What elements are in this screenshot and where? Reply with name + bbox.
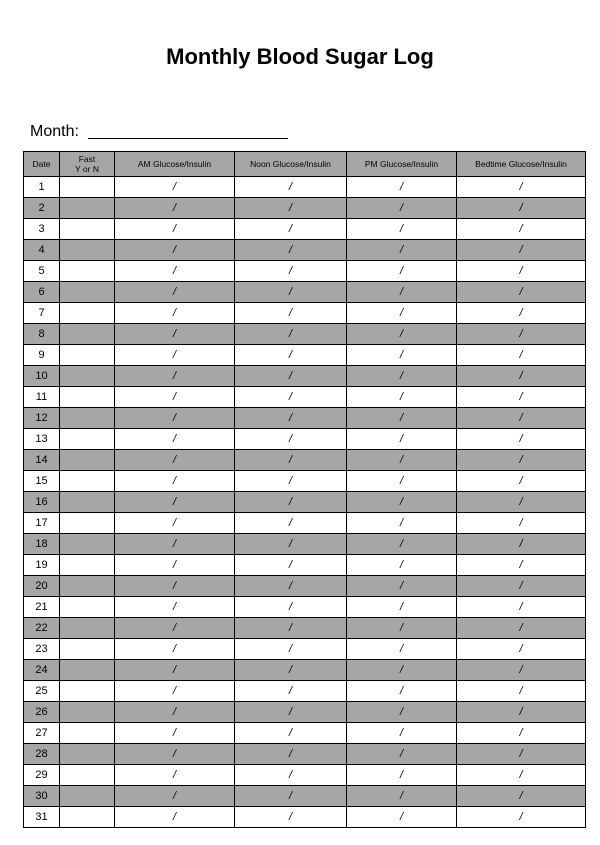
pm-glucose-insulin-cell[interactable]: /	[347, 408, 457, 429]
table-body	[24, 177, 586, 828]
date-cell: 9	[24, 345, 60, 366]
bedtime-glucose-insulin-cell[interactable]: /	[457, 303, 586, 324]
am-glucose-insulin-cell[interactable]: /	[115, 387, 235, 408]
header-fast-line1: Fast	[78, 154, 96, 164]
fast-cell[interactable]	[60, 681, 115, 702]
date-cell: 24	[24, 660, 60, 681]
table-row	[24, 282, 586, 303]
am-glucose-insulin-cell[interactable]: /	[115, 177, 235, 198]
noon-glucose-insulin-cell[interactable]: /	[235, 303, 347, 324]
fast-cell[interactable]	[60, 408, 115, 429]
am-glucose-insulin-cell[interactable]: /	[115, 261, 235, 282]
date-cell: 25	[24, 681, 60, 702]
table-row	[24, 639, 586, 660]
fast-cell[interactable]	[60, 198, 115, 219]
pm-glucose-insulin-cell[interactable]: /	[347, 702, 457, 723]
pm-glucose-insulin-cell[interactable]: /	[347, 387, 457, 408]
date-cell: 10	[24, 366, 60, 387]
table-row	[24, 681, 586, 702]
pm-glucose-insulin-cell[interactable]: /	[347, 303, 457, 324]
date-cell: 2	[24, 198, 60, 219]
month-field	[30, 119, 288, 141]
table-row	[24, 555, 586, 576]
bedtime-glucose-insulin-cell[interactable]: /	[457, 429, 586, 450]
bedtime-glucose-insulin-cell[interactable]: /	[457, 786, 586, 807]
noon-glucose-insulin-cell[interactable]: /	[235, 639, 347, 660]
month-label: Month:	[30, 123, 79, 140]
noon-glucose-insulin-cell[interactable]: /	[235, 492, 347, 513]
fast-cell[interactable]	[60, 555, 115, 576]
date-cell: 6	[24, 282, 60, 303]
noon-glucose-insulin-cell[interactable]: /	[235, 576, 347, 597]
noon-glucose-insulin-cell[interactable]: /	[235, 324, 347, 345]
bedtime-glucose-insulin-cell[interactable]: /	[457, 387, 586, 408]
fast-cell[interactable]	[60, 261, 115, 282]
pm-glucose-insulin-cell[interactable]: /	[347, 429, 457, 450]
fast-cell[interactable]	[60, 702, 115, 723]
date-cell: 30	[24, 786, 60, 807]
table-row	[24, 576, 586, 597]
table-row	[24, 786, 586, 807]
fast-cell[interactable]	[60, 660, 115, 681]
fast-cell[interactable]	[60, 597, 115, 618]
am-glucose-insulin-cell[interactable]: /	[115, 639, 235, 660]
table-row	[24, 534, 586, 555]
bedtime-glucose-insulin-cell[interactable]: /	[457, 345, 586, 366]
pm-glucose-insulin-cell[interactable]: /	[347, 744, 457, 765]
bedtime-glucose-insulin-cell[interactable]: /	[457, 744, 586, 765]
am-glucose-insulin-cell[interactable]: /	[115, 618, 235, 639]
table-row	[24, 702, 586, 723]
fast-cell[interactable]	[60, 765, 115, 786]
table-row	[24, 429, 586, 450]
date-cell: 14	[24, 450, 60, 471]
am-glucose-insulin-cell[interactable]: /	[115, 597, 235, 618]
bedtime-glucose-insulin-cell[interactable]: /	[457, 324, 586, 345]
noon-glucose-insulin-cell[interactable]: /	[235, 744, 347, 765]
pm-glucose-insulin-cell[interactable]: /	[347, 639, 457, 660]
month-input-line[interactable]	[88, 122, 288, 139]
fast-cell[interactable]	[60, 618, 115, 639]
table-row	[24, 219, 586, 240]
bedtime-glucose-insulin-cell[interactable]: /	[457, 219, 586, 240]
table-row	[24, 723, 586, 744]
date-cell: 12	[24, 408, 60, 429]
date-cell: 15	[24, 471, 60, 492]
table-row	[24, 198, 586, 219]
date-cell: 1	[24, 177, 60, 198]
pm-glucose-insulin-cell[interactable]: /	[347, 660, 457, 681]
pm-glucose-insulin-cell[interactable]: /	[347, 198, 457, 219]
header-date: Date	[24, 152, 60, 177]
fast-cell[interactable]	[60, 324, 115, 345]
fast-cell[interactable]	[60, 723, 115, 744]
bedtime-glucose-insulin-cell[interactable]: /	[457, 198, 586, 219]
bedtime-glucose-insulin-cell[interactable]: /	[457, 471, 586, 492]
table-row	[24, 471, 586, 492]
noon-glucose-insulin-cell[interactable]: /	[235, 597, 347, 618]
table-row	[24, 492, 586, 513]
pm-glucose-insulin-cell[interactable]: /	[347, 282, 457, 303]
pm-glucose-insulin-cell[interactable]: /	[347, 261, 457, 282]
noon-glucose-insulin-cell[interactable]: /	[235, 282, 347, 303]
am-glucose-insulin-cell[interactable]: /	[115, 198, 235, 219]
bedtime-glucose-insulin-cell[interactable]: /	[457, 807, 586, 828]
fast-cell[interactable]	[60, 177, 115, 198]
blood-sugar-log-table	[23, 151, 586, 828]
am-glucose-insulin-cell[interactable]: /	[115, 576, 235, 597]
date-cell: 22	[24, 618, 60, 639]
pm-glucose-insulin-cell[interactable]: /	[347, 723, 457, 744]
date-cell: 21	[24, 597, 60, 618]
fast-cell[interactable]	[60, 450, 115, 471]
am-glucose-insulin-cell[interactable]: /	[115, 702, 235, 723]
table-row	[24, 366, 586, 387]
date-cell: 28	[24, 744, 60, 765]
fast-cell[interactable]	[60, 786, 115, 807]
bedtime-glucose-insulin-cell[interactable]: /	[457, 723, 586, 744]
noon-glucose-insulin-cell[interactable]: /	[235, 723, 347, 744]
date-cell: 8	[24, 324, 60, 345]
bedtime-glucose-insulin-cell[interactable]: /	[457, 240, 586, 261]
noon-glucose-insulin-cell[interactable]: /	[235, 450, 347, 471]
am-glucose-insulin-cell[interactable]: /	[115, 345, 235, 366]
fast-cell[interactable]	[60, 219, 115, 240]
am-glucose-insulin-cell[interactable]: /	[115, 765, 235, 786]
fast-cell[interactable]	[60, 513, 115, 534]
bedtime-glucose-insulin-cell[interactable]: /	[457, 177, 586, 198]
fast-cell[interactable]	[60, 345, 115, 366]
noon-glucose-insulin-cell[interactable]: /	[235, 786, 347, 807]
noon-glucose-insulin-cell[interactable]: /	[235, 471, 347, 492]
fast-cell[interactable]	[60, 387, 115, 408]
am-glucose-insulin-cell[interactable]: /	[115, 723, 235, 744]
pm-glucose-insulin-cell[interactable]: /	[347, 807, 457, 828]
am-glucose-insulin-cell[interactable]: /	[115, 555, 235, 576]
noon-glucose-insulin-cell[interactable]: /	[235, 408, 347, 429]
bedtime-glucose-insulin-cell[interactable]: /	[457, 492, 586, 513]
noon-glucose-insulin-cell[interactable]: /	[235, 366, 347, 387]
table-row	[24, 744, 586, 765]
noon-glucose-insulin-cell[interactable]: /	[235, 702, 347, 723]
noon-glucose-insulin-cell[interactable]: /	[235, 429, 347, 450]
fast-cell[interactable]	[60, 303, 115, 324]
bedtime-glucose-insulin-cell[interactable]: /	[457, 765, 586, 786]
am-glucose-insulin-cell[interactable]: /	[115, 219, 235, 240]
pm-glucose-insulin-cell[interactable]: /	[347, 324, 457, 345]
noon-glucose-insulin-cell[interactable]: /	[235, 177, 347, 198]
pm-glucose-insulin-cell[interactable]: /	[347, 450, 457, 471]
am-glucose-insulin-cell[interactable]: /	[115, 303, 235, 324]
bedtime-glucose-insulin-cell[interactable]: /	[457, 702, 586, 723]
fast-cell[interactable]	[60, 744, 115, 765]
date-cell: 13	[24, 429, 60, 450]
noon-glucose-insulin-cell[interactable]: /	[235, 261, 347, 282]
fast-cell[interactable]	[60, 282, 115, 303]
bedtime-glucose-insulin-cell[interactable]: /	[457, 576, 586, 597]
header-fast	[60, 152, 115, 177]
date-cell: 17	[24, 513, 60, 534]
bedtime-glucose-insulin-cell[interactable]: /	[457, 681, 586, 702]
table-row	[24, 324, 586, 345]
bedtime-glucose-insulin-cell[interactable]: /	[457, 534, 586, 555]
header-am: AM Glucose/Insulin	[115, 152, 235, 177]
date-cell: 4	[24, 240, 60, 261]
table-row	[24, 345, 586, 366]
table-row	[24, 450, 586, 471]
bedtime-glucose-insulin-cell[interactable]: /	[457, 513, 586, 534]
bedtime-glucose-insulin-cell[interactable]: /	[457, 450, 586, 471]
date-cell: 29	[24, 765, 60, 786]
pm-glucose-insulin-cell[interactable]: /	[347, 597, 457, 618]
am-glucose-insulin-cell[interactable]: /	[115, 492, 235, 513]
pm-glucose-insulin-cell[interactable]: /	[347, 471, 457, 492]
pm-glucose-insulin-cell[interactable]: /	[347, 366, 457, 387]
noon-glucose-insulin-cell[interactable]: /	[235, 219, 347, 240]
am-glucose-insulin-cell[interactable]: /	[115, 681, 235, 702]
pm-glucose-insulin-cell[interactable]: /	[347, 492, 457, 513]
bedtime-glucose-insulin-cell[interactable]: /	[457, 408, 586, 429]
am-glucose-insulin-cell[interactable]: /	[115, 660, 235, 681]
fast-cell[interactable]	[60, 429, 115, 450]
header-bedtime: Bedtime Glucose/Insulin	[457, 152, 586, 177]
fast-cell[interactable]	[60, 807, 115, 828]
date-cell: 26	[24, 702, 60, 723]
table-row	[24, 387, 586, 408]
header-fast-line2: Y or N	[75, 164, 99, 174]
date-cell: 5	[24, 261, 60, 282]
table-row	[24, 597, 586, 618]
table-row	[24, 261, 586, 282]
bedtime-glucose-insulin-cell[interactable]: /	[457, 555, 586, 576]
pm-glucose-insulin-cell[interactable]: /	[347, 765, 457, 786]
table-header-row	[24, 152, 586, 177]
pm-glucose-insulin-cell[interactable]: /	[347, 555, 457, 576]
am-glucose-insulin-cell[interactable]: /	[115, 450, 235, 471]
noon-glucose-insulin-cell[interactable]: /	[235, 345, 347, 366]
date-cell: 18	[24, 534, 60, 555]
bedtime-glucose-insulin-cell[interactable]: /	[457, 639, 586, 660]
fast-cell[interactable]	[60, 366, 115, 387]
noon-glucose-insulin-cell[interactable]: /	[235, 534, 347, 555]
fast-cell[interactable]	[60, 471, 115, 492]
table-row	[24, 408, 586, 429]
noon-glucose-insulin-cell[interactable]: /	[235, 555, 347, 576]
date-cell: 19	[24, 555, 60, 576]
date-cell: 7	[24, 303, 60, 324]
table-row	[24, 765, 586, 786]
page-title: Monthly Blood Sugar Log	[166, 44, 434, 69]
am-glucose-insulin-cell[interactable]: /	[115, 744, 235, 765]
pm-glucose-insulin-cell[interactable]: /	[347, 345, 457, 366]
pm-glucose-insulin-cell[interactable]: /	[347, 618, 457, 639]
am-glucose-insulin-cell[interactable]: /	[115, 513, 235, 534]
bedtime-glucose-insulin-cell[interactable]: /	[457, 366, 586, 387]
table-row	[24, 618, 586, 639]
table-row	[24, 807, 586, 828]
noon-glucose-insulin-cell[interactable]: /	[235, 765, 347, 786]
noon-glucose-insulin-cell[interactable]: /	[235, 513, 347, 534]
date-cell: 11	[24, 387, 60, 408]
pm-glucose-insulin-cell[interactable]: /	[347, 513, 457, 534]
date-cell: 16	[24, 492, 60, 513]
fast-cell[interactable]	[60, 576, 115, 597]
bedtime-glucose-insulin-cell[interactable]: /	[457, 282, 586, 303]
pm-glucose-insulin-cell[interactable]: /	[347, 219, 457, 240]
am-glucose-insulin-cell[interactable]: /	[115, 324, 235, 345]
bedtime-glucose-insulin-cell[interactable]: /	[457, 597, 586, 618]
date-cell: 23	[24, 639, 60, 660]
date-cell: 3	[24, 219, 60, 240]
noon-glucose-insulin-cell[interactable]: /	[235, 618, 347, 639]
am-glucose-insulin-cell[interactable]: /	[115, 408, 235, 429]
am-glucose-insulin-cell[interactable]: /	[115, 471, 235, 492]
pm-glucose-insulin-cell[interactable]: /	[347, 786, 457, 807]
noon-glucose-insulin-cell[interactable]: /	[235, 681, 347, 702]
noon-glucose-insulin-cell[interactable]: /	[235, 387, 347, 408]
am-glucose-insulin-cell[interactable]: /	[115, 282, 235, 303]
fast-cell[interactable]	[60, 534, 115, 555]
header-noon: Noon Glucose/Insulin	[235, 152, 347, 177]
fast-cell[interactable]	[60, 492, 115, 513]
am-glucose-insulin-cell[interactable]: /	[115, 786, 235, 807]
table-row	[24, 240, 586, 261]
am-glucose-insulin-cell[interactable]: /	[115, 240, 235, 261]
pm-glucose-insulin-cell[interactable]: /	[347, 534, 457, 555]
am-glucose-insulin-cell[interactable]: /	[115, 807, 235, 828]
noon-glucose-insulin-cell[interactable]: /	[235, 240, 347, 261]
table-row	[24, 303, 586, 324]
bedtime-glucose-insulin-cell[interactable]: /	[457, 618, 586, 639]
bedtime-glucose-insulin-cell[interactable]: /	[457, 261, 586, 282]
pm-glucose-insulin-cell[interactable]: /	[347, 240, 457, 261]
fast-cell[interactable]	[60, 240, 115, 261]
pm-glucose-insulin-cell[interactable]: /	[347, 177, 457, 198]
header-pm: PM Glucose/Insulin	[347, 152, 457, 177]
date-cell: 20	[24, 576, 60, 597]
noon-glucose-insulin-cell[interactable]: /	[235, 807, 347, 828]
noon-glucose-insulin-cell[interactable]: /	[235, 660, 347, 681]
am-glucose-insulin-cell[interactable]: /	[115, 366, 235, 387]
am-glucose-insulin-cell[interactable]: /	[115, 534, 235, 555]
table-row	[24, 513, 586, 534]
table-row	[24, 177, 586, 198]
pm-glucose-insulin-cell[interactable]: /	[347, 576, 457, 597]
pm-glucose-insulin-cell[interactable]: /	[347, 681, 457, 702]
table-row	[24, 660, 586, 681]
am-glucose-insulin-cell[interactable]: /	[115, 429, 235, 450]
bedtime-glucose-insulin-cell[interactable]: /	[457, 660, 586, 681]
date-cell: 31	[24, 807, 60, 828]
fast-cell[interactable]	[60, 639, 115, 660]
date-cell: 27	[24, 723, 60, 744]
noon-glucose-insulin-cell[interactable]: /	[235, 198, 347, 219]
